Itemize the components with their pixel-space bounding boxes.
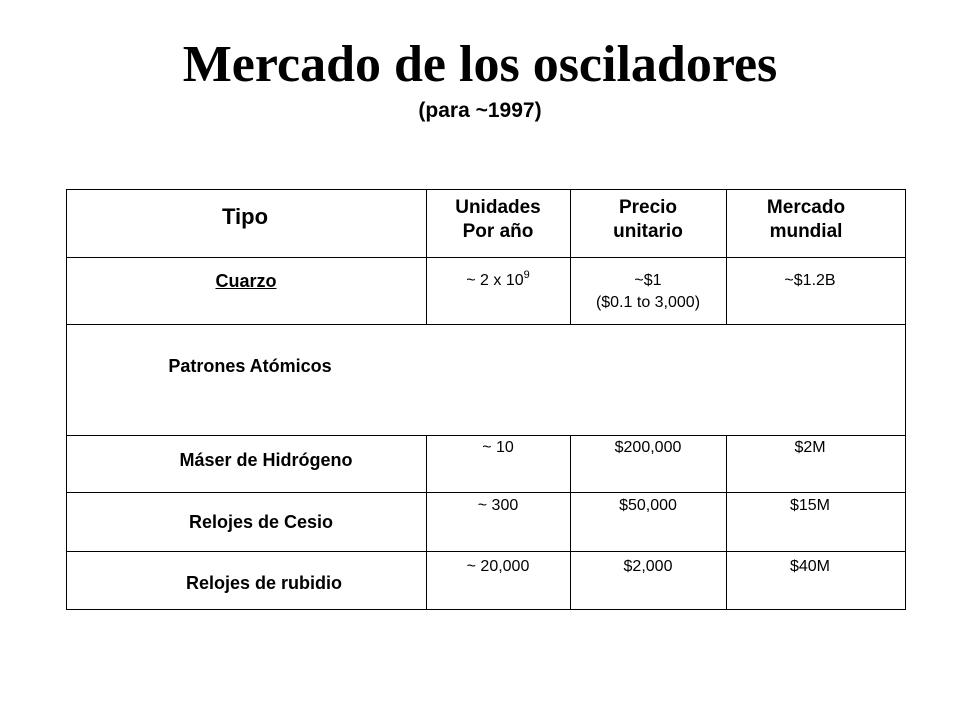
table-border-top	[66, 189, 906, 190]
row-cuarzo-unidades	[426, 270, 570, 292]
row-cuarzo-precio	[570, 270, 726, 314]
header-unidades-line2: Por año	[462, 221, 534, 242]
col-divider-1-bottom	[426, 435, 427, 609]
row-cesio-tipo: Relojes de Cesio	[188, 512, 334, 532]
section-patrones-atomicos: Patrones Atómicos	[168, 356, 332, 376]
row-cuarzo-unidades-exponent: 9	[523, 269, 530, 281]
header-mercado	[726, 196, 886, 244]
table-divider-cesio	[66, 551, 906, 552]
row-cesio-unidades: ~ 300	[477, 497, 519, 514]
row-rubidio-unidades: ~ 20,000	[466, 558, 530, 575]
row-maser-unidades: ~ 10	[482, 439, 514, 456]
header-mercado-line1: Mercado	[766, 197, 846, 218]
header-unidades	[426, 196, 570, 244]
header-precio-line1: Precio	[618, 197, 678, 218]
table-border-right	[905, 189, 906, 609]
header-unidades-line1: Unidades	[455, 197, 541, 218]
header-mercado-line2: mundial	[769, 221, 843, 242]
table-divider-maser	[66, 492, 906, 493]
row-rubidio-mercado: $40M	[789, 558, 831, 575]
table-divider-patrones	[66, 435, 906, 436]
page-title: Mercado de los osciladores	[182, 36, 778, 93]
row-cuarzo-tipo-link[interactable]: Cuarzo	[215, 271, 277, 291]
row-maser-mercado: $2M	[794, 439, 826, 456]
row-rubidio-precio: $2,000	[623, 558, 673, 575]
header-precio	[570, 196, 726, 244]
table-divider-cuarzo	[66, 324, 906, 325]
table-border-bottom	[66, 609, 906, 610]
row-cesio-precio: $50,000	[619, 497, 677, 514]
row-cuarzo-unidades-base: ~ 2 x 10	[466, 272, 524, 289]
col-divider-3-bottom	[726, 435, 727, 609]
header-precio-line2: unitario	[613, 221, 683, 242]
row-cuarzo-precio-line1: ~$1	[634, 272, 662, 289]
row-rubidio-tipo: Relojes de rubidio	[185, 573, 343, 593]
table-border-left	[66, 189, 67, 609]
col-divider-2-bottom	[570, 435, 571, 609]
row-cesio-mercado: $15M	[789, 497, 831, 514]
row-maser-precio: $200,000	[614, 439, 682, 456]
page-subtitle	[0, 98, 960, 124]
row-cuarzo-precio-line2: ($0.1 to 3,000)	[595, 294, 701, 311]
subtitle-text: (para ~1997)	[418, 99, 542, 122]
table-divider-header	[66, 257, 906, 258]
row-cuarzo-mercado: ~$1.2B	[784, 272, 836, 289]
header-tipo: Tipo	[221, 204, 269, 229]
row-maser-tipo: Máser de Hidrógeno	[179, 450, 353, 470]
